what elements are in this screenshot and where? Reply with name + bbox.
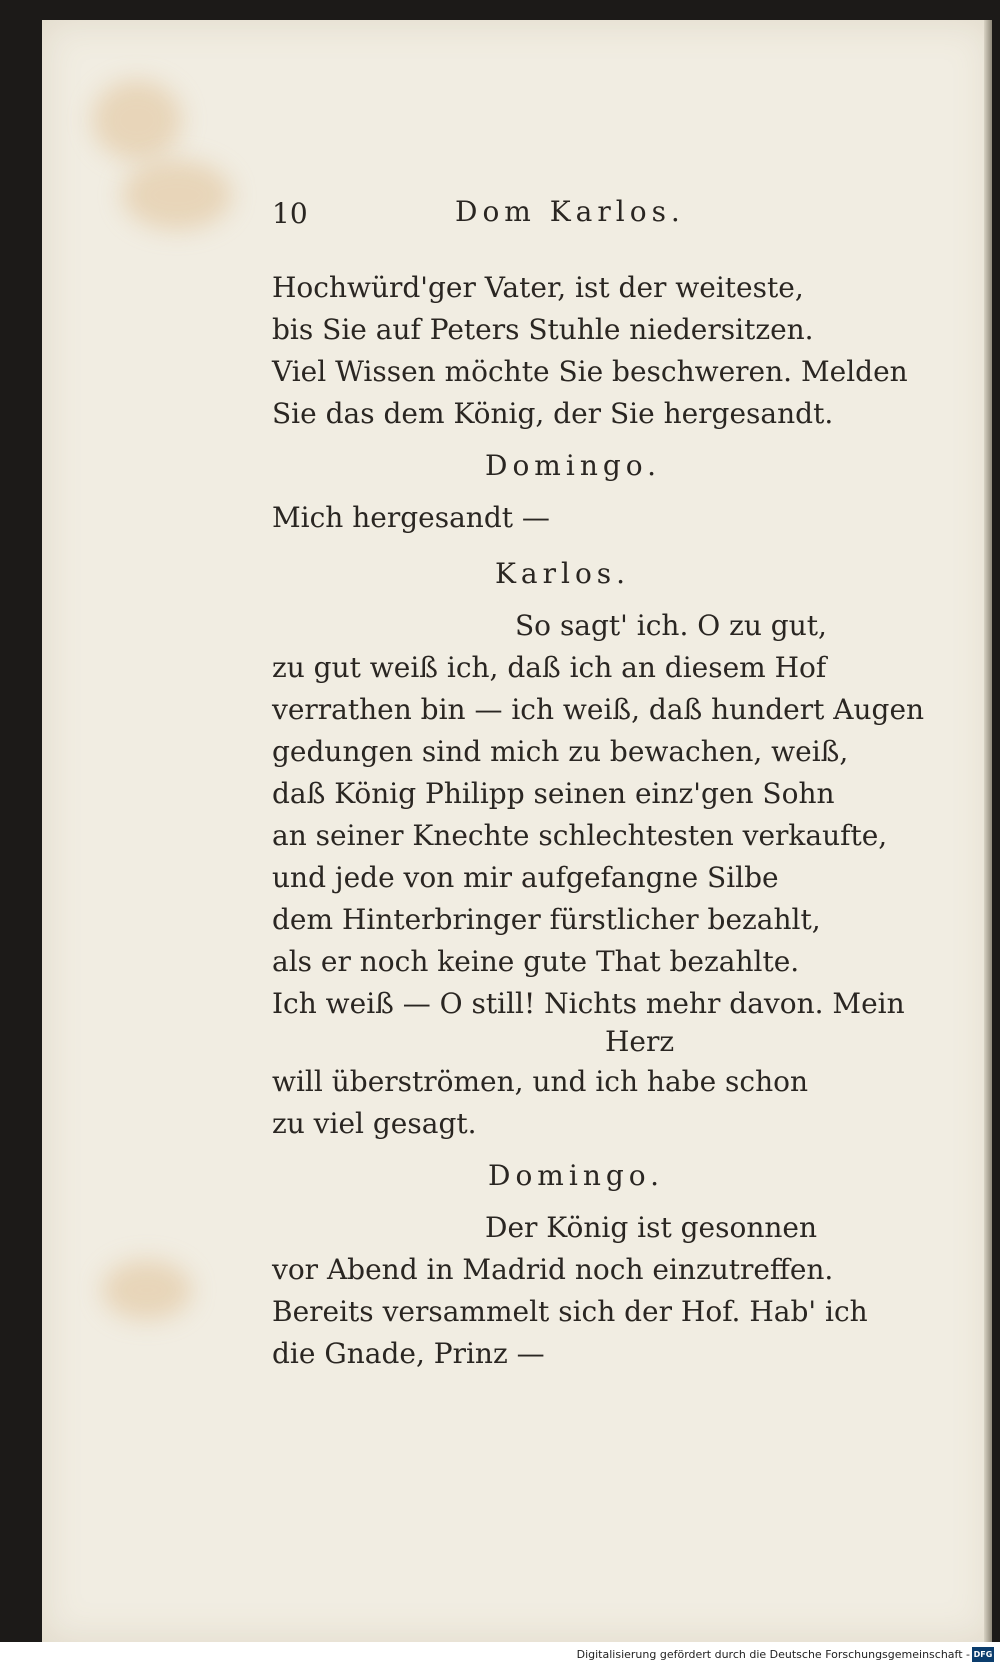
- page-number: 10: [272, 197, 308, 230]
- text-line: als er noch keine gute That bezahlte.: [272, 945, 800, 978]
- text-line: Mich hergesandt —: [272, 501, 550, 534]
- text-line: Ich weiß — O still! Nichts mehr davon. Mein: [272, 987, 905, 1020]
- text-line: So sagt' ich. O zu gut,: [515, 609, 827, 642]
- text-line: gedungen sind mich zu bewachen, weiß,: [272, 735, 849, 768]
- text-line: dem Hinterbringer fürstlicher bezahlt,: [272, 903, 821, 936]
- text-line: an seiner Knechte schlechtesten verkaufte,: [272, 819, 888, 852]
- speaker-heading: Domingo.: [485, 449, 662, 482]
- foxing-stain: [102, 1260, 192, 1320]
- text-line: und jede von mir aufgefangne Silbe: [272, 861, 779, 894]
- text-line: die Gnade, Prinz —: [272, 1337, 545, 1370]
- speaker-heading: Domingo.: [488, 1159, 665, 1192]
- funding-credit: Digitalisierung gefördert durch die Deutsche Forschungsgemeinschaft -: [576, 1648, 970, 1661]
- text-line: vor Abend in Madrid noch einzutreffen.: [272, 1253, 834, 1286]
- foxing-stain: [122, 160, 232, 230]
- text-line: Der König ist gesonnen: [485, 1211, 818, 1244]
- digitization-footer: [0, 1642, 1000, 1670]
- text-line: Herz: [605, 1025, 675, 1058]
- foxing-stain: [92, 80, 182, 160]
- text-line: zu viel gesagt.: [272, 1107, 477, 1140]
- text-line: daß König Philipp seinen einz'gen Sohn: [272, 777, 835, 810]
- text-line: zu gut weiß ich, daß ich an diesem Hof: [272, 651, 827, 684]
- dfg-logo: DFG: [972, 1647, 994, 1662]
- text-line: verrathen bin — ich weiß, daß hundert Augen: [272, 693, 925, 726]
- text-line: Sie das dem König, der Sie hergesandt.: [272, 397, 834, 430]
- text-line: Viel Wissen möchte Sie beschweren. Melden: [272, 355, 908, 388]
- binding-gutter: [984, 20, 992, 1642]
- text-line: Hochwürd'ger Vater, ist der weiteste,: [272, 271, 804, 304]
- speaker-heading: Karlos.: [495, 557, 631, 590]
- text-line: Bereits versammelt sich der Hof. Hab' ich: [272, 1295, 868, 1328]
- text-line: will überströmen, und ich habe schon: [272, 1065, 809, 1098]
- running-title: Dom Karlos.: [455, 195, 685, 228]
- text-line: bis Sie auf Peters Stuhle niedersitzen.: [272, 313, 814, 346]
